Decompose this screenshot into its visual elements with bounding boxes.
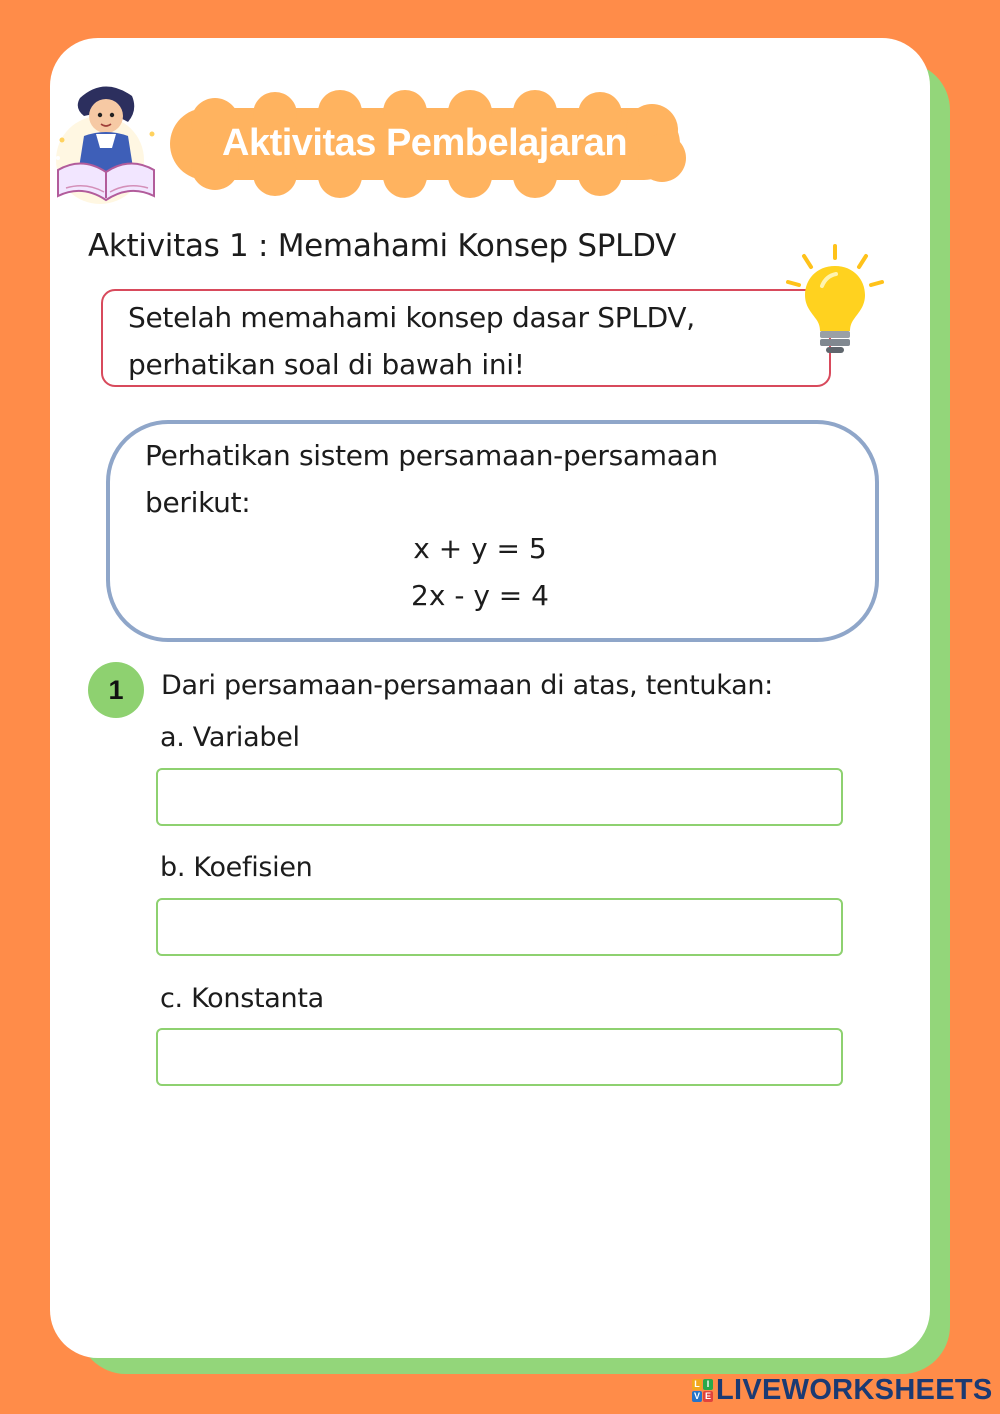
question-text: Dari persamaan-persamaan di atas, tentukan: xyxy=(161,670,773,701)
intro-text xyxy=(128,294,788,388)
question-number-badge: 1 xyxy=(88,662,144,718)
equation-2: 2x - y = 4 xyxy=(411,579,549,612)
label-koefisien: b. Koefisien xyxy=(160,852,313,883)
banner-title: Aktivitas Pembelajaran xyxy=(222,122,628,164)
answer-input-konstanta[interactable] xyxy=(156,1028,843,1086)
activity-heading: Aktivitas 1 : Memahami Konsep SPLDV xyxy=(88,228,677,264)
label-variabel: a. Variabel xyxy=(160,722,300,753)
system-intro-line: berikut: xyxy=(145,486,251,519)
logo-letters-icon xyxy=(692,1379,713,1402)
liveworksheets-logo[interactable] xyxy=(692,1372,993,1408)
answer-input-koefisien[interactable] xyxy=(156,898,843,956)
lightbulb-icon xyxy=(782,242,888,358)
intro-line: Setelah memahami konsep dasar SPLDV, xyxy=(128,301,695,334)
logo-letter: L xyxy=(692,1379,702,1390)
system-intro-line: Perhatikan sistem persamaan-persamaan xyxy=(145,439,718,472)
equation-1: x + y = 5 xyxy=(413,532,547,565)
logo-letter: V xyxy=(693,1390,700,1401)
equations xyxy=(330,525,630,619)
label-konstanta: c. Konstanta xyxy=(160,983,324,1014)
intro-line: perhatikan soal di bawah ini! xyxy=(128,348,525,381)
student-reading-illustration xyxy=(56,86,155,204)
answer-input-variabel[interactable] xyxy=(156,768,843,826)
system-intro xyxy=(145,432,785,526)
logo-letter: E xyxy=(704,1390,711,1401)
logo-letter: I xyxy=(703,1379,713,1390)
logo-text: LIVEWORKSHEETS xyxy=(716,1373,993,1406)
